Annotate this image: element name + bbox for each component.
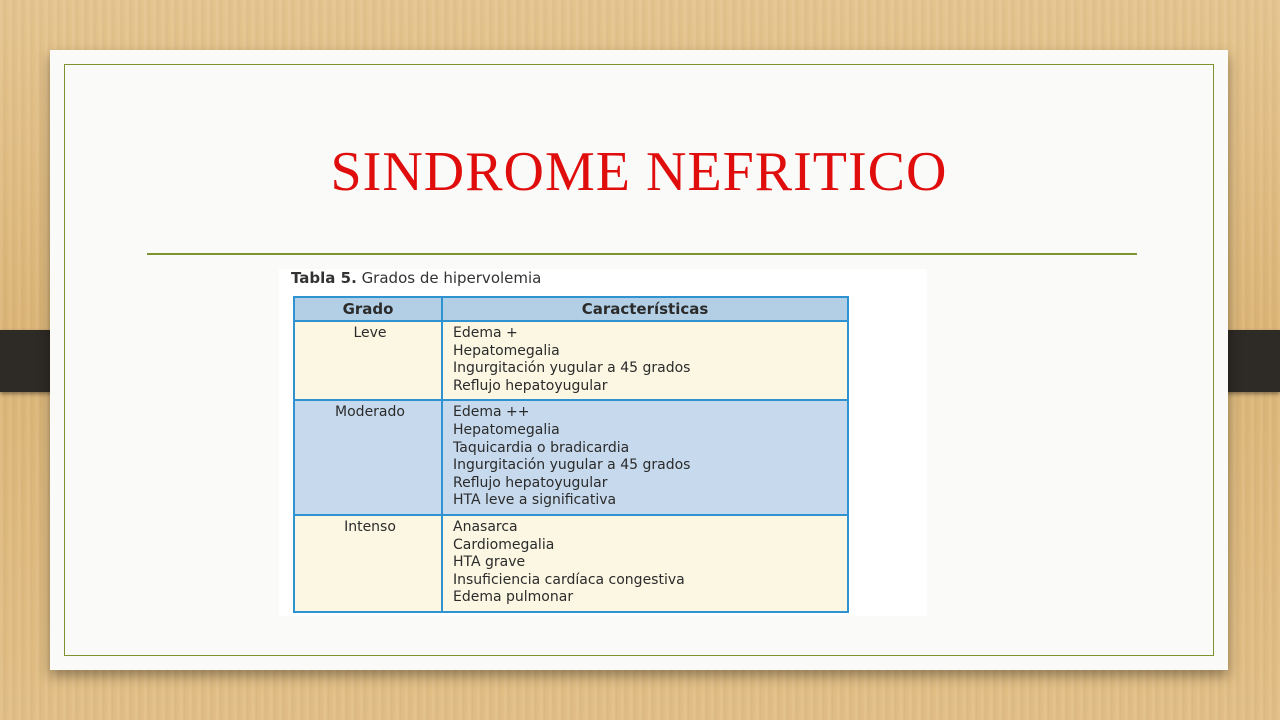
feature-item: Reflujo hepatoyugular (453, 474, 608, 491)
grade-cell: Intenso (294, 515, 442, 612)
table-caption (291, 269, 541, 287)
features-cell (442, 400, 848, 515)
slide-title: SINDROME NEFRITICO (330, 141, 948, 203)
table-image (279, 269, 927, 616)
title-divider (147, 253, 1137, 255)
feature-item: Ingurgitación yugular a 45 grados (453, 360, 691, 377)
table-row-leve (294, 321, 848, 400)
table-row-moderado (294, 400, 848, 515)
table-caption-label: Tabla 5. (291, 269, 357, 287)
grade-cell: Leve (294, 321, 442, 400)
feature-item: Anasarca (453, 518, 518, 535)
feature-item: Edema + (453, 325, 518, 341)
feature-item: Edema ++ (453, 404, 530, 421)
feature-item: Reflujo hepatoyugular (453, 377, 608, 394)
feature-item: Ingurgitación yugular a 45 grados (453, 457, 691, 474)
feature-item: HTA grave (453, 554, 526, 571)
feature-item: Hepatomegalia (453, 342, 560, 359)
header-grado: Grado (294, 297, 442, 321)
table-caption-text: Grados de hipervolemia (361, 269, 542, 287)
hypervolemia-table (293, 296, 849, 613)
feature-item: Hepatomegalia (453, 421, 560, 438)
feature-item: Cardiomegalia (453, 536, 555, 553)
feature-item: HTA leve a significativa (453, 492, 617, 509)
feature-item: Taquicardia o bradicardia (453, 439, 630, 456)
features-cell (442, 515, 848, 612)
feature-item: Edema pulmonar (453, 589, 574, 606)
feature-item: Insuficiencia cardíaca congestiva (453, 571, 685, 588)
table-row-intenso (294, 515, 848, 612)
header-caracteristicas: Características (442, 297, 848, 321)
slide (50, 50, 1228, 670)
grade-cell: Moderado (294, 400, 442, 515)
features-cell (442, 321, 848, 400)
